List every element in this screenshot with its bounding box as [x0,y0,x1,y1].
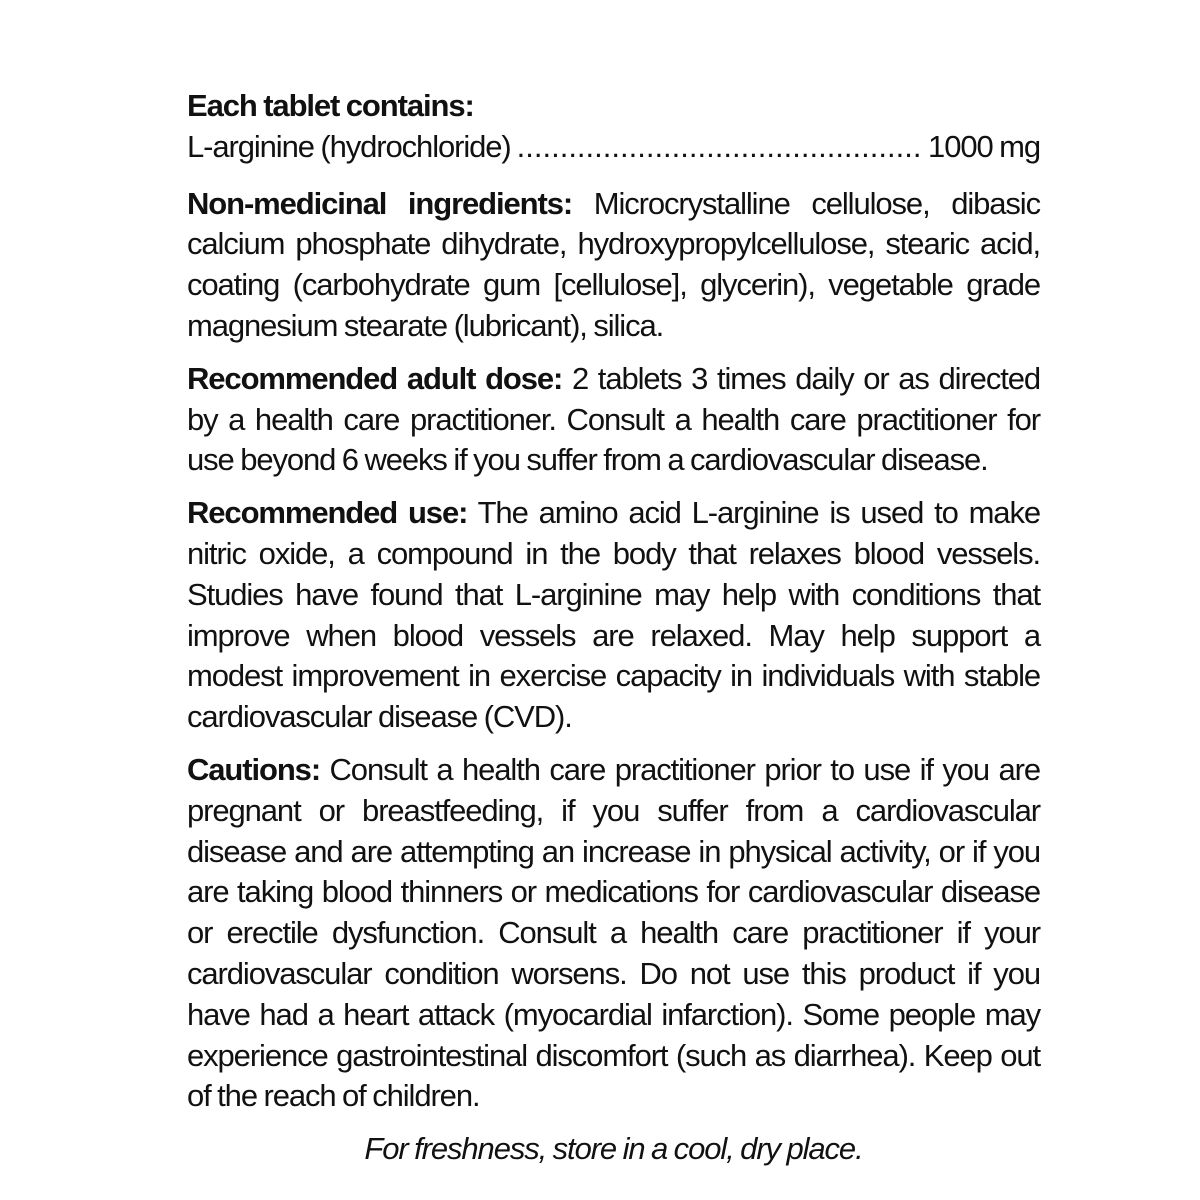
ingredient-row [187,127,1040,168]
non-medicinal-text: Microcrystalline cellulose, dibasic calcium phosphate dihydrate, hydroxypropylcellulose, stearic acid, coating (carbohydrate gum [cellulose], glycerin), vegetable grade magnesium stearate (lubricant), silica. [187,185,1040,343]
contents-heading: Each tablet contains: [187,88,474,123]
storage-note: For freshness, store in a cool, dry place. [364,1131,863,1167]
cautions-label: Cautions: [187,751,321,787]
non-medicinal-label: Non-medicinal ingredients: [187,185,573,221]
cautions-paragraph [187,750,1040,1117]
dose-paragraph [187,359,1040,481]
ingredient-amount: 1000 mg [928,128,1040,164]
use-paragraph [187,493,1040,738]
cautions-text: Consult a health care practitioner prior to use if you are pregnant or breastfeeding, if you suffer from a cardiovascular disease and are attempting an increase in physical activity, or if you are taking blood thinners or medications for cardiovascular disease or erectile dysfunction. Consult a health care practitioner if your cardiovascular condition worsens. Do not use this product if you have had a heart attack (myocardial infarction). Some people may experience gastrointestinal discomfort (such as diarrhea). Keep out of the reach of children. [187,751,1040,1114]
use-text: The amino acid L-arginine is used to make nitric oxide, a compound in the body that relaxes blood vessels. Studies have found that L-arginine may help with conditions that improve when blood vessels are relaxed. May help support a modest improvement in exercise capacity in individuals with stable cardiovascular disease (CVD). [187,495,1040,735]
leader-dots [517,127,922,168]
use-label: Recommended use: [187,495,468,531]
product-label-text [187,86,1040,1170]
ingredient-name: L-arginine (hydrochloride) [187,128,511,164]
dose-label: Recommended adult dose: [187,360,563,396]
dose-text: 2 tablets 3 times daily or as directed by a health care practitioner. Consult a health care practitioner for use beyond 6 weeks if you suffer from a cardiovascular disease. [187,360,1041,478]
non-medicinal-paragraph [187,184,1040,347]
